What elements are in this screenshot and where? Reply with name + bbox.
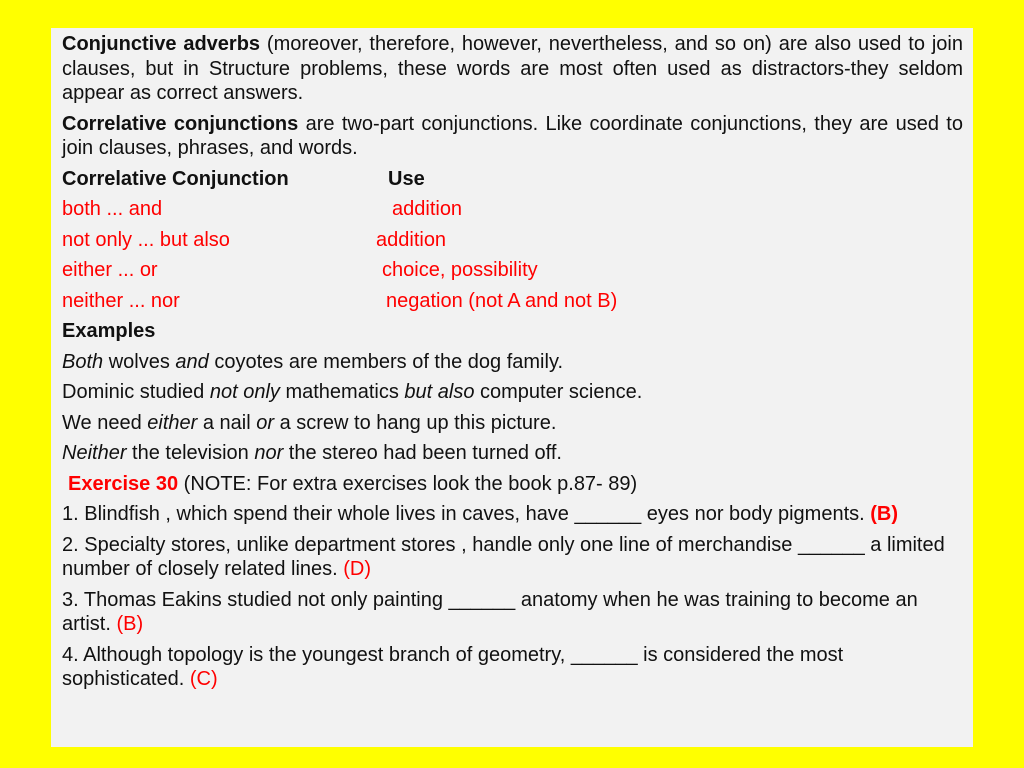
- question-answer: (B): [116, 613, 144, 635]
- exercise-title: Exercise 30: [68, 472, 179, 495]
- exercise-question: [62, 588, 963, 637]
- exercise-question: [62, 502, 963, 527]
- example-text: a nail: [197, 411, 257, 434]
- example-text: mathematics: [279, 381, 405, 403]
- table-row: [62, 228, 963, 253]
- header-conjunction: Correlative Conjunction: [62, 167, 289, 190]
- header-use: Use: [388, 167, 425, 190]
- conjunctive-adverbs-term: Conjunctive adverbs: [62, 33, 261, 55]
- row-use: addition: [392, 198, 463, 220]
- correlative-conjunctions-paragraph: [62, 112, 963, 161]
- content-panel: [51, 28, 973, 747]
- exercise-heading: [62, 472, 963, 497]
- exercise-note: (NOTE: For extra exercises look the book p.87- 89): [178, 472, 638, 495]
- row-conjunction: neither ... nor: [62, 289, 180, 312]
- question-text: 2. Specialty stores, unlike department stores , handle only one line of merchandise ______ a limited number of closely related lines.: [62, 533, 945, 580]
- example-sentence: [62, 411, 963, 436]
- example-keyword: and: [175, 350, 209, 373]
- conjunctive-adverbs-paragraph: [62, 32, 963, 106]
- example-text: Dominic studied: [62, 381, 210, 403]
- question-answer: (C): [189, 668, 218, 690]
- example-keyword: but also: [404, 381, 475, 403]
- row-use: choice, possibility: [382, 259, 538, 281]
- example-sentence: [62, 350, 963, 375]
- example-sentence: [62, 380, 963, 405]
- question-answer: (B): [870, 503, 899, 525]
- example-text: computer science.: [474, 381, 643, 403]
- question-text: 4. Although topology is the youngest branch of geometry, ______ is considered the most sophisticated.: [62, 643, 844, 690]
- example-text: the television: [126, 442, 255, 464]
- row-use: addition: [376, 228, 447, 251]
- conjunctive-adverbs-text: (moreover, therefore, however, nevertheless, and so on) are also used to join clauses, but in Structure problems, these words are most often used as distractors-they seldom appear as correct answers.: [62, 33, 963, 104]
- table-row: [62, 289, 963, 314]
- correlative-conjunctions-text: are two-part conjunctions. Like coordinate conjunctions, they are used to join clauses, phrases, and words.: [62, 112, 963, 159]
- row-conjunction: either ... or: [62, 259, 158, 281]
- example-text: a screw to hang up this picture.: [274, 411, 557, 434]
- exercise-question: [62, 533, 963, 582]
- exercise-question: [62, 643, 963, 692]
- question-text: 3. Thomas Eakins studied not only painting ______ anatomy when he was training to become an artist.: [62, 588, 918, 635]
- example-keyword: nor: [254, 442, 284, 464]
- example-keyword: not only: [209, 381, 280, 403]
- example-text: coyotes are members of the dog family.: [208, 350, 564, 373]
- example-text: the stereo had been turned off.: [283, 442, 562, 464]
- example-keyword: Neither: [62, 442, 127, 464]
- examples-heading: Examples: [62, 320, 156, 342]
- correlative-conjunctions-term: Correlative conjunctions: [62, 112, 299, 135]
- table-row: [62, 258, 963, 283]
- example-text: We need: [62, 411, 148, 434]
- example-sentence: [62, 441, 963, 466]
- example-keyword: Both: [62, 350, 104, 373]
- example-keyword: either: [147, 411, 198, 434]
- question-text: 1. Blindfish , which spend their whole lives in caves, have ______ eyes nor body pigments.: [62, 503, 871, 525]
- question-answer: (D): [343, 558, 372, 580]
- table-header: [62, 167, 963, 192]
- row-conjunction: both ... and: [62, 198, 163, 220]
- example-text: wolves: [103, 350, 176, 373]
- table-row: [62, 197, 963, 222]
- row-use: negation (not A and not B): [386, 289, 618, 312]
- row-conjunction: not only ... but also: [62, 228, 230, 251]
- example-keyword: or: [256, 411, 275, 434]
